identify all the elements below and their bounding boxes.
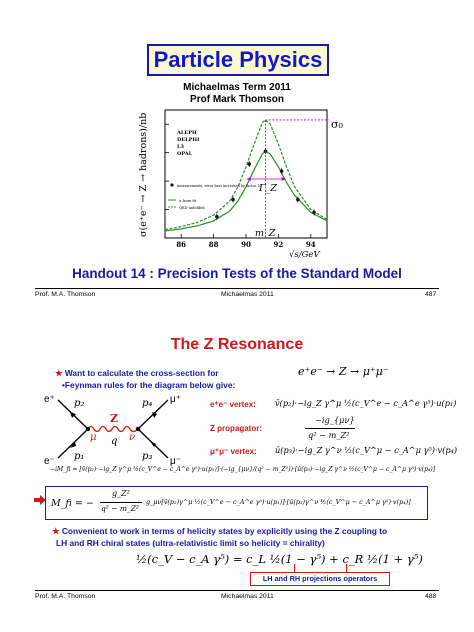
x-tick-label: 88 bbox=[208, 240, 219, 249]
sigma0-label: σ₀ bbox=[331, 118, 343, 131]
footer-rule bbox=[35, 288, 439, 289]
bullet-helicity: ★ Convenient to work in terms of helicity states by explicitly using the Z coupling to bbox=[52, 526, 388, 536]
vertex-right-icon bbox=[136, 427, 140, 431]
propagator-denominator: q² − m_Z² bbox=[308, 430, 350, 440]
feynman-diagram bbox=[40, 392, 190, 474]
label-q: q bbox=[111, 436, 118, 447]
handout-title: Handout 14 : Precision Tests of the Standard Model bbox=[72, 266, 402, 281]
propagator-numerator: −ig_{μν} bbox=[315, 415, 355, 425]
label-e-minus: e⁻ bbox=[44, 456, 55, 467]
label-mu-index: μ bbox=[90, 432, 97, 443]
figure-ylabel: σ(e⁺e⁻ → Z → hadrons)/nb bbox=[138, 112, 149, 237]
legend-qed: QED unfolded bbox=[179, 206, 205, 210]
label-p2: p₂ bbox=[74, 398, 85, 409]
z-boson-propagator bbox=[88, 427, 138, 432]
footer-author-2: Prof. M.A. Thomson bbox=[35, 593, 96, 600]
course-professor: Prof Mark Thomson bbox=[190, 94, 284, 105]
x-tick-label: 92 bbox=[273, 240, 284, 249]
label-z: Z bbox=[110, 412, 119, 425]
feynman-rules-line: •Feynman rules for the diagram below give: bbox=[62, 380, 236, 390]
slide-title-z-resonance: The Z Resonance bbox=[170, 336, 304, 353]
footer-author: Prof. M.A. Thomson bbox=[35, 291, 96, 298]
z-propagator-label: Z propagator: bbox=[210, 424, 262, 433]
experiment-l3: L3 bbox=[177, 144, 184, 150]
projection-arrow bbox=[294, 564, 295, 572]
mfi-frac-num: g_Z² bbox=[112, 489, 130, 498]
label-mu-plus: μ⁺ bbox=[170, 394, 182, 405]
process-equation: e⁺e⁻ → Z → μ⁺μ⁻ bbox=[298, 365, 389, 378]
figure-xlabel: √s/GeV bbox=[289, 250, 320, 260]
experiment-opal: OPAL bbox=[177, 151, 193, 157]
data-point bbox=[280, 169, 284, 173]
vertex-ee-label: e⁺e⁻ vertex: bbox=[210, 400, 256, 409]
legend-measurements: measurements, error bars increased by factor 10 bbox=[177, 184, 262, 188]
course-term: Michaelmas Term 2011 bbox=[183, 82, 291, 93]
x-tick-label: 94 bbox=[305, 240, 316, 249]
mz-label: m_Z bbox=[255, 228, 276, 239]
slide-title: Particle Physics bbox=[147, 44, 329, 76]
mfi-frac-den: q² − m_Z² bbox=[101, 504, 139, 513]
footer-page-number: 487 bbox=[425, 291, 437, 298]
footer-rule-2 bbox=[35, 590, 439, 591]
label-mu-minus: μ⁻ bbox=[170, 456, 182, 467]
slide-488 bbox=[0, 316, 474, 632]
footer-term-2: Michaelmas 2011 bbox=[221, 593, 274, 600]
experiment-delphi: DELPHI bbox=[177, 137, 200, 143]
vertex-mumu-expr: ū(p₃)·−ig_Z γ^ν ½(c_V^μ − c_A^μ γ⁵)·v(p₄) bbox=[275, 445, 458, 455]
label-e-plus: e⁺ bbox=[44, 394, 55, 405]
label-p3: p₃ bbox=[142, 451, 153, 462]
mfi-fraction-bar bbox=[100, 502, 142, 503]
mfi-boxed-equation bbox=[45, 486, 428, 520]
helicity-line-2: LH and RH chiral states (ultra-relativistic limit so helicity = chirality) bbox=[56, 538, 325, 548]
mfi-left: M_fi = − bbox=[51, 498, 94, 509]
vertex-ee-expr: v̄(p₂)·−ig_Z γ^μ ½(c_V^e − c_A^e γ⁵)·u(p₁) bbox=[275, 398, 457, 408]
star-bullet-icon-2: ★ bbox=[52, 526, 60, 536]
data-point bbox=[296, 198, 300, 202]
projection-note-box: LH and RH projections operators bbox=[250, 572, 390, 586]
label-p1: p₁ bbox=[74, 451, 85, 462]
legend-marker-measurements bbox=[170, 183, 173, 186]
matrix-element-line: −iM_fi = [v̄(p₂)·−ig_Z γ^μ ½(c_V^e − c_A^e γ⁵)·u(p₁)]·(−ig_{μν}/(q² − m_Z²))·[ū(p₃)·−ig_Z γ^ν ½(c_V^μ − c_A^μ γ⁵)·v(p₄)] bbox=[50, 466, 436, 473]
footer-page-number-2: 488 bbox=[425, 593, 437, 600]
projection-arrow-2 bbox=[346, 564, 347, 572]
bullet-cross-section: ★ Want to calculate the cross-section for bbox=[55, 368, 219, 378]
label-p4: p₄ bbox=[142, 398, 153, 409]
data-point bbox=[247, 162, 251, 166]
footer-term: Michaelmas 2011 bbox=[221, 291, 274, 298]
experiment-aleph: ALEPH bbox=[177, 130, 197, 136]
legend-fit: σ from fit bbox=[179, 199, 197, 203]
label-nu-index: ν bbox=[129, 432, 136, 443]
z-lineshape-figure bbox=[127, 104, 357, 264]
data-point bbox=[312, 211, 316, 215]
mfi-right: g_μν[v̄(p₂)γ^μ ½(c_V^e − c_A^e γ⁵)·u(p₁)]·[ū(p₃)γ^ν ½(c_V^μ − c_A^μ γ⁵)·v(p₄)] bbox=[146, 498, 411, 506]
vertex-left-icon bbox=[86, 427, 90, 431]
vertex-mumu-label: μ⁺μ⁻ vertex: bbox=[210, 447, 257, 456]
x-tick-label: 86 bbox=[176, 240, 187, 249]
propagator-fraction-bar bbox=[305, 428, 355, 429]
data-point bbox=[231, 198, 235, 202]
data-point bbox=[215, 215, 219, 219]
gamma-z-label: Γ_Z bbox=[259, 183, 277, 194]
star-bullet-icon: ★ bbox=[55, 368, 63, 378]
chiral-decomposition: ½(c_V − c_A γ⁵) = c_L ½(1 − γ⁵) + c_R ½(1 + γ⁵) bbox=[136, 552, 423, 566]
x-tick-label: 90 bbox=[241, 240, 251, 249]
